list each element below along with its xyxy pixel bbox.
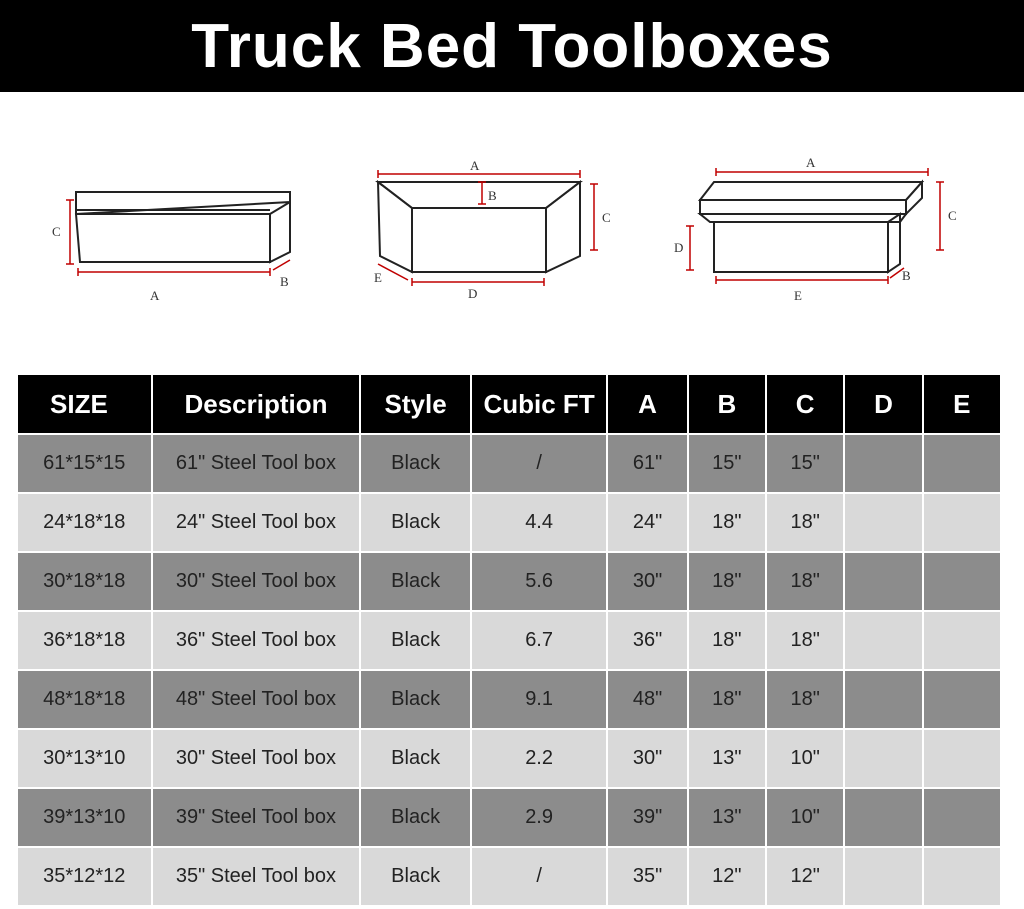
- cell-size: 39*13*10: [18, 789, 151, 848]
- diagram2-label-e: E: [374, 270, 382, 285]
- column-header-c: C: [767, 375, 843, 435]
- cell-cubic-ft: 9.1: [472, 671, 607, 730]
- cell-cubic-ft: /: [472, 848, 607, 907]
- table-row: [18, 494, 1000, 553]
- diagram3-label-c: C: [948, 208, 957, 223]
- page-title: Truck Bed Toolboxes: [0, 0, 1024, 92]
- cell-size: 61*15*15: [18, 435, 151, 494]
- cell-description: 30" Steel Tool box: [153, 553, 360, 612]
- cell-e: [924, 435, 1000, 494]
- cell-d: [845, 730, 921, 789]
- cell-d: [845, 671, 921, 730]
- cell-a: 48": [608, 671, 686, 730]
- cell-b: 12": [689, 848, 765, 907]
- size-table-container: [16, 375, 1002, 907]
- diagram3-label-a: A: [806, 155, 816, 170]
- cell-size: 48*18*18: [18, 671, 151, 730]
- cell-b: 18": [689, 612, 765, 671]
- size-table: [16, 375, 1002, 907]
- cell-cubic-ft: 6.7: [472, 612, 607, 671]
- table-header-row: [18, 375, 1000, 435]
- cell-cubic-ft: /: [472, 435, 607, 494]
- cell-a: 35": [608, 848, 686, 907]
- cell-e: [924, 848, 1000, 907]
- column-header-size: SIZE: [18, 375, 151, 435]
- cell-a: 61": [608, 435, 686, 494]
- cell-e: [924, 730, 1000, 789]
- cell-description: 48" Steel Tool box: [153, 671, 360, 730]
- cell-size: 35*12*12: [18, 848, 151, 907]
- diagram3-label-d: D: [674, 240, 684, 255]
- cell-c: 18": [767, 612, 843, 671]
- diagram2-label-d: D: [468, 286, 478, 301]
- column-header-description: Description: [153, 375, 360, 435]
- cell-c: 10": [767, 730, 843, 789]
- cell-a: 30": [608, 730, 686, 789]
- diagram1-label-c: C: [52, 224, 61, 239]
- cell-description: 39" Steel Tool box: [153, 789, 360, 848]
- cell-cubic-ft: 2.9: [472, 789, 607, 848]
- diagram2-label-b: B: [488, 188, 497, 203]
- table-row: [18, 671, 1000, 730]
- cell-style: Black: [361, 789, 469, 848]
- cell-style: Black: [361, 671, 469, 730]
- cell-e: [924, 494, 1000, 553]
- cell-cubic-ft: 5.6: [472, 553, 607, 612]
- cell-size: 24*18*18: [18, 494, 151, 553]
- cell-c: 12": [767, 848, 843, 907]
- column-header-b: B: [689, 375, 765, 435]
- cell-d: [845, 612, 921, 671]
- diagram-straight-box: [40, 162, 340, 392]
- cell-e: [924, 553, 1000, 612]
- table-row: [18, 848, 1000, 907]
- cell-description: 24" Steel Tool box: [153, 494, 360, 553]
- cell-e: [924, 671, 1000, 730]
- cell-e: [924, 612, 1000, 671]
- cell-c: 15": [767, 435, 843, 494]
- table-row: [18, 730, 1000, 789]
- column-header-d: D: [845, 375, 921, 435]
- cell-b: 18": [689, 494, 765, 553]
- toolbox-diagrams: [0, 92, 1024, 362]
- cell-d: [845, 553, 921, 612]
- column-header-cubic-ft: Cubic FT: [472, 375, 607, 435]
- cell-style: Black: [361, 612, 469, 671]
- cell-description: 36" Steel Tool box: [153, 612, 360, 671]
- cell-description: 35" Steel Tool box: [153, 848, 360, 907]
- cell-cubic-ft: 2.2: [472, 730, 607, 789]
- cell-b: 18": [689, 553, 765, 612]
- cell-a: 24": [608, 494, 686, 553]
- diagram2-label-a: A: [470, 158, 480, 173]
- cell-size: 36*18*18: [18, 612, 151, 671]
- diagram1-label-b: B: [280, 274, 289, 289]
- diagram3-label-b: B: [902, 268, 911, 283]
- cell-d: [845, 789, 921, 848]
- cell-a: 36": [608, 612, 686, 671]
- cell-size: 30*13*10: [18, 730, 151, 789]
- cell-style: Black: [361, 435, 469, 494]
- cell-size: 30*18*18: [18, 553, 151, 612]
- table-row: [18, 435, 1000, 494]
- cell-c: 18": [767, 494, 843, 553]
- diagram1-label-a: A: [150, 288, 160, 303]
- cell-style: Black: [361, 553, 469, 612]
- cell-b: 13": [689, 789, 765, 848]
- diagram3-label-e: E: [794, 288, 802, 303]
- cell-style: Black: [361, 730, 469, 789]
- cell-e: [924, 789, 1000, 848]
- cell-c: 10": [767, 789, 843, 848]
- column-header-style: Style: [361, 375, 469, 435]
- cell-a: 39": [608, 789, 686, 848]
- cell-a: 30": [608, 553, 686, 612]
- column-header-e: E: [924, 375, 1000, 435]
- diagram-wedge-box: [360, 152, 650, 382]
- cell-cubic-ft: 4.4: [472, 494, 607, 553]
- cell-description: 30" Steel Tool box: [153, 730, 360, 789]
- cell-b: 15": [689, 435, 765, 494]
- diagram2-label-c: C: [602, 210, 611, 225]
- cell-b: 13": [689, 730, 765, 789]
- cell-style: Black: [361, 848, 469, 907]
- cell-d: [845, 848, 921, 907]
- table-row: [18, 553, 1000, 612]
- cell-c: 18": [767, 553, 843, 612]
- cell-b: 18": [689, 671, 765, 730]
- cell-d: [845, 435, 921, 494]
- cell-style: Black: [361, 494, 469, 553]
- column-header-a: A: [608, 375, 686, 435]
- table-row: [18, 789, 1000, 848]
- diagram-flanged-box: [660, 152, 980, 382]
- cell-d: [845, 494, 921, 553]
- table-row: [18, 612, 1000, 671]
- cell-c: 18": [767, 671, 843, 730]
- cell-description: 61" Steel Tool box: [153, 435, 360, 494]
